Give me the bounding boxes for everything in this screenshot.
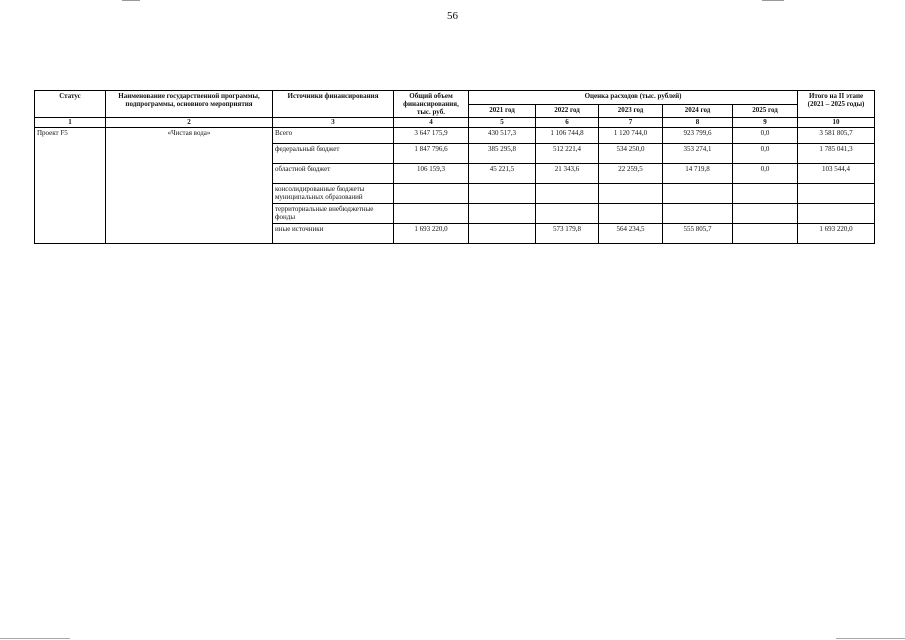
header-year: 2022 год xyxy=(536,104,599,118)
year-2023-cell: 1 120 744,0 xyxy=(599,128,663,144)
stage-total-cell: 3 581 805,7 xyxy=(798,128,875,144)
total-cell: 106 159,3 xyxy=(394,164,469,184)
year-2021-cell xyxy=(469,224,536,244)
page-top-edge xyxy=(0,0,905,2)
page-number: 56 xyxy=(447,10,458,22)
year-2021-cell: 45 221,5 xyxy=(469,164,536,184)
scan-mark xyxy=(122,0,140,1)
year-2022-cell xyxy=(536,204,599,224)
year-2024-cell: 555 805,7 xyxy=(663,224,733,244)
year-2024-cell: 923 799,6 xyxy=(663,128,733,144)
year-2025-cell: 0,0 xyxy=(733,164,798,184)
column-number-row xyxy=(35,118,875,128)
year-2021-cell: 430 517,3 xyxy=(469,128,536,144)
year-2024-cell xyxy=(663,184,733,204)
scan-mark xyxy=(762,0,784,1)
year-2025-cell xyxy=(733,204,798,224)
column-number: 4 xyxy=(394,118,469,128)
year-2024-cell xyxy=(663,204,733,224)
source-cell: территориальные внебюджетные фонды xyxy=(273,204,394,224)
total-cell xyxy=(394,204,469,224)
header-sources: Источники финансирования xyxy=(273,91,394,118)
column-number: 8 xyxy=(663,118,733,128)
year-2021-cell xyxy=(469,184,536,204)
year-2023-cell: 22 259,5 xyxy=(599,164,663,184)
source-cell: Всего xyxy=(273,128,394,144)
year-2025-cell xyxy=(733,184,798,204)
stage-total-cell xyxy=(798,204,875,224)
total-cell: 3 647 175,9 xyxy=(394,128,469,144)
total-cell: 1 847 796,6 xyxy=(394,144,469,164)
project-name: «Чистая вода» xyxy=(106,128,273,244)
header-name: Наименование государственной программы, подпрограммы, основного мероприятия xyxy=(106,91,273,118)
year-2023-cell xyxy=(599,204,663,224)
header-estimate: Оценка расходов (тыс. рублей) xyxy=(469,91,798,105)
year-2023-cell xyxy=(599,184,663,204)
year-2022-cell: 1 106 744,8 xyxy=(536,128,599,144)
column-number: 5 xyxy=(469,118,536,128)
year-2021-cell: 385 295,8 xyxy=(469,144,536,164)
source-cell: иные источники xyxy=(273,224,394,244)
year-2022-cell: 573 179,8 xyxy=(536,224,599,244)
year-2025-cell xyxy=(733,224,798,244)
column-number: 6 xyxy=(536,118,599,128)
year-2023-cell: 564 234,5 xyxy=(599,224,663,244)
year-2023-cell: 534 250,0 xyxy=(599,144,663,164)
header-stage-total: Итого на II этапе (2021 – 2025 годы) xyxy=(798,91,875,118)
year-2024-cell: 353 274,1 xyxy=(663,144,733,164)
source-cell: консолидированные бюджеты муниципальных образований xyxy=(273,184,394,204)
scan-mark xyxy=(0,638,70,639)
stage-total-cell xyxy=(798,184,875,204)
header-year: 2025 год xyxy=(733,104,798,118)
header-total: Общий объем финансирования, тыс. руб. xyxy=(394,91,469,118)
header-year: 2021 год xyxy=(469,104,536,118)
header-row xyxy=(35,91,875,105)
year-2024-cell: 14 719,8 xyxy=(663,164,733,184)
year-2021-cell xyxy=(469,204,536,224)
year-2022-cell xyxy=(536,184,599,204)
year-2025-cell: 0,0 xyxy=(733,128,798,144)
stage-total-cell: 1 785 041,3 xyxy=(798,144,875,164)
column-number: 10 xyxy=(798,118,875,128)
project-status: Проект F5 xyxy=(35,128,106,244)
column-number: 1 xyxy=(35,118,106,128)
total-cell: 1 693 220,0 xyxy=(394,224,469,244)
year-2022-cell: 512 221,4 xyxy=(536,144,599,164)
column-number: 7 xyxy=(599,118,663,128)
header-year: 2023 год xyxy=(599,104,663,118)
column-number: 3 xyxy=(273,118,394,128)
column-number: 9 xyxy=(733,118,798,128)
header-status: Статус xyxy=(35,91,106,118)
source-cell: федеральный бюджет xyxy=(273,144,394,164)
table-row xyxy=(35,128,875,144)
stage-total-cell: 103 544,4 xyxy=(798,164,875,184)
stage-total-cell: 1 693 220,0 xyxy=(798,224,875,244)
year-2022-cell: 21 343,6 xyxy=(536,164,599,184)
source-cell: областной бюджет xyxy=(273,164,394,184)
column-number: 2 xyxy=(106,118,273,128)
year-2025-cell: 0,0 xyxy=(733,144,798,164)
scan-mark xyxy=(836,638,905,639)
financing-table xyxy=(34,90,875,244)
header-year: 2024 год xyxy=(663,104,733,118)
total-cell xyxy=(394,184,469,204)
